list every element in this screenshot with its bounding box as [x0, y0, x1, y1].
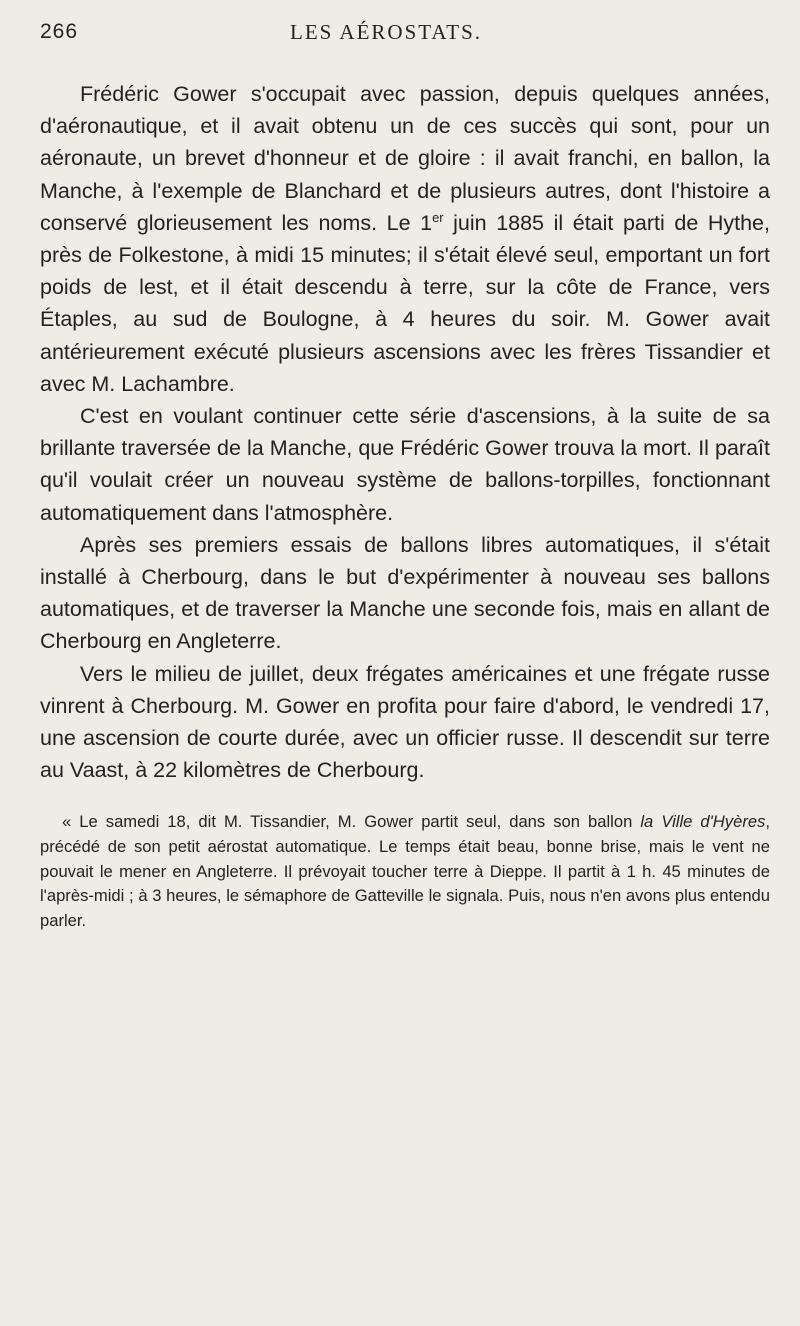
body-text — [40, 78, 770, 786]
paragraph-1-text-b: juin 1885 il était parti de Hythe, près de Folkestone, à midi 15 minutes; il s'était élevé seul, emportant un fort poids de lest, et il était descendu à terre, sur la côte de France, vers Étaples, au sud de Boulogne, à 4 heures du soir. M. Gower avait antérieurement exécuté plusieurs ascensions avec les frères Tissandier et avec M. Lachambre. — [40, 210, 770, 396]
quote-text-b: , précédé de son petit aérostat automatique. Le temps était beau, bonne brise, mais le vent ne pouvait le mener en Angleterre. Il prévoyait toucher terre à Dieppe. Il partit à 1 h. 45 minutes de l'après-midi ; à 3 heures, le sémaphore de Gatteville le signala. Puis, nous n'en avons plus entendu parler. — [40, 812, 770, 930]
running-head — [40, 18, 770, 58]
quoted-passage — [40, 810, 770, 933]
running-title: LES AÉROSTATS. — [290, 20, 483, 44]
balloon-name: la Ville d'Hyères — [640, 812, 766, 832]
paragraph-3: Après ses premiers essais de ballons libres automatiques, il s'était installé à Cherbourg, dans le but d'expérimenter à nouveau ses ballons automatiques, et de traverser la Manche une seconde fois, mais en allant de Cherbourg en Angleterre. — [40, 532, 770, 654]
paragraph-4: Vers le milieu de juillet, deux frégates américaines et une frégate russe vinrent à Cherbourg. M. Gower en profita pour faire d'abord, le vendredi 17, une ascension de courte durée, avec un officier russe. Il descendit sur terre au Vaast, à 22 kilomètres de Cherbourg. — [40, 661, 770, 783]
page-number: 266 — [40, 20, 79, 43]
book-page — [40, 18, 770, 933]
quote-text-a: « Le samedi 18, dit M. Tissandier, M. Gower partit seul, dans son ballon — [62, 812, 641, 832]
paragraph-2: C'est en voulant continuer cette série d'ascensions, à la suite de sa brillante traversée de la Manche, que Frédéric Gower trouva la mort. Il paraît qu'il voulait créer un nouveau système de ballons-torpilles, fonctionnant automatiquement dans l'atmosphère. — [40, 404, 770, 525]
paragraph-1 — [40, 78, 770, 400]
ordinal-superscript: er — [432, 209, 444, 225]
quote-paragraph — [40, 810, 770, 933]
paragraph-1-text-a: Frédéric Gower s'occupait avec passion, depuis quelques années, d'aéronautique, et il avait obtenu un de ces succès qui sont, pour un aéronaute, un brevet d'honneur et de gloire : il avait franchi, en ballon, la Manche, à l'exemple de Blanchard et de plusieurs autres, dont l'histoire a conservé glorieusement les noms. Le 1 — [40, 82, 770, 235]
